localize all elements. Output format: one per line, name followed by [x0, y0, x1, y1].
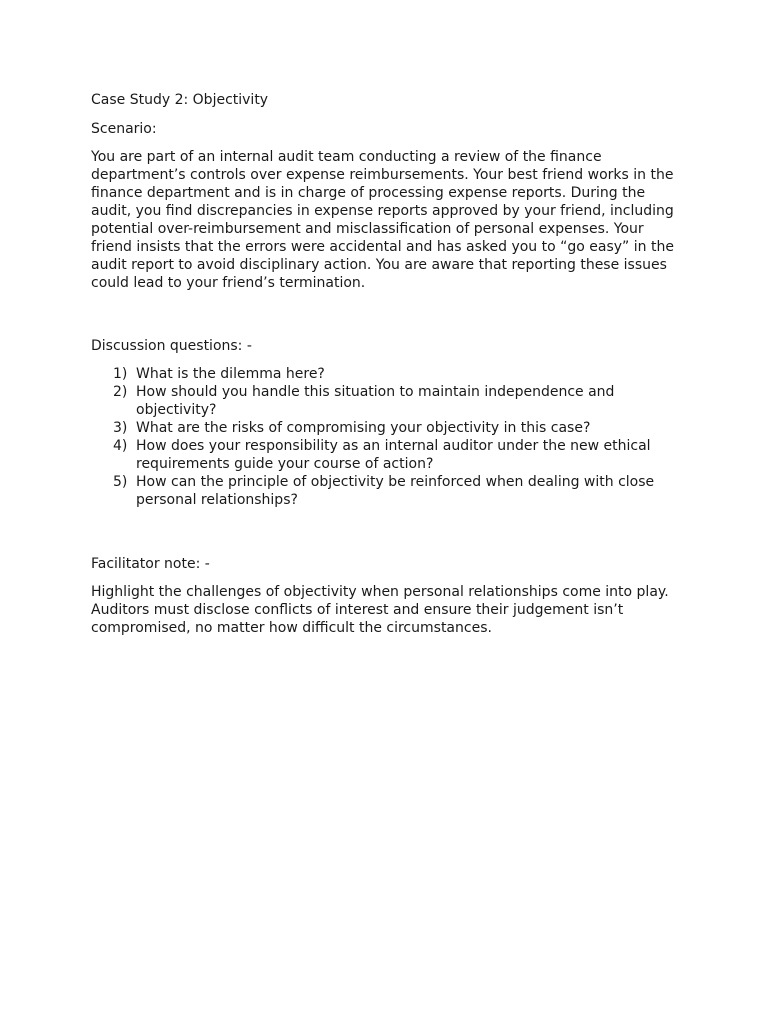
question-text: What is the dilemma here?	[136, 366, 325, 382]
questions-label: Discussion questions: -	[91, 338, 252, 354]
question-number: 2)	[113, 384, 128, 400]
spacer	[91, 519, 678, 555]
facilitator-label: Facilitator note: -	[91, 556, 210, 572]
question-number: 4)	[113, 438, 128, 454]
question-item	[91, 473, 678, 509]
question-item	[91, 437, 678, 473]
question-text: How can the principle of objectivity be reinforced when dealing with close personal relationships?	[136, 474, 655, 508]
questions-list	[91, 365, 678, 509]
question-number: 5)	[113, 474, 128, 490]
scenario-text: You are part of an internal audit team conducting a review of the finance department’s controls over expense reimbursements. Your best friend works in the finance department and is in charge of processing expense reports. During the audit, you find discrepancies in expense reports approved by your friend, including potential over-reimbursement and misclassification of personal expenses. Your friend insists that the errors were accidental and has asked you to “go easy” in the audit report to avoid disciplinary action. You are aware that reporting these issues could lead to your friend’s termination.	[91, 149, 674, 291]
scenario-label: Scenario:	[91, 121, 157, 137]
question-text: How does your responsibility as an internal auditor under the new ethical requirements guide your course of action?	[136, 438, 651, 472]
question-item	[91, 383, 678, 419]
question-text: What are the risks of compromising your objectivity in this case?	[136, 420, 591, 436]
facilitator-text: Highlight the challenges of objectivity when personal relationships come into play. Auditors must disclose conflicts of interest and ensure their judgement isn’t compromised, no matter how difficult the circumstances.	[91, 584, 669, 636]
question-text: How should you handle this situation to maintain independence and objectivity?	[136, 384, 615, 418]
question-number: 3)	[113, 420, 128, 436]
document-title: Case Study 2: Objectivity	[91, 92, 269, 108]
spacer	[91, 302, 678, 337]
question-item	[91, 365, 678, 383]
question-item	[91, 419, 678, 437]
question-number: 1)	[113, 366, 128, 382]
